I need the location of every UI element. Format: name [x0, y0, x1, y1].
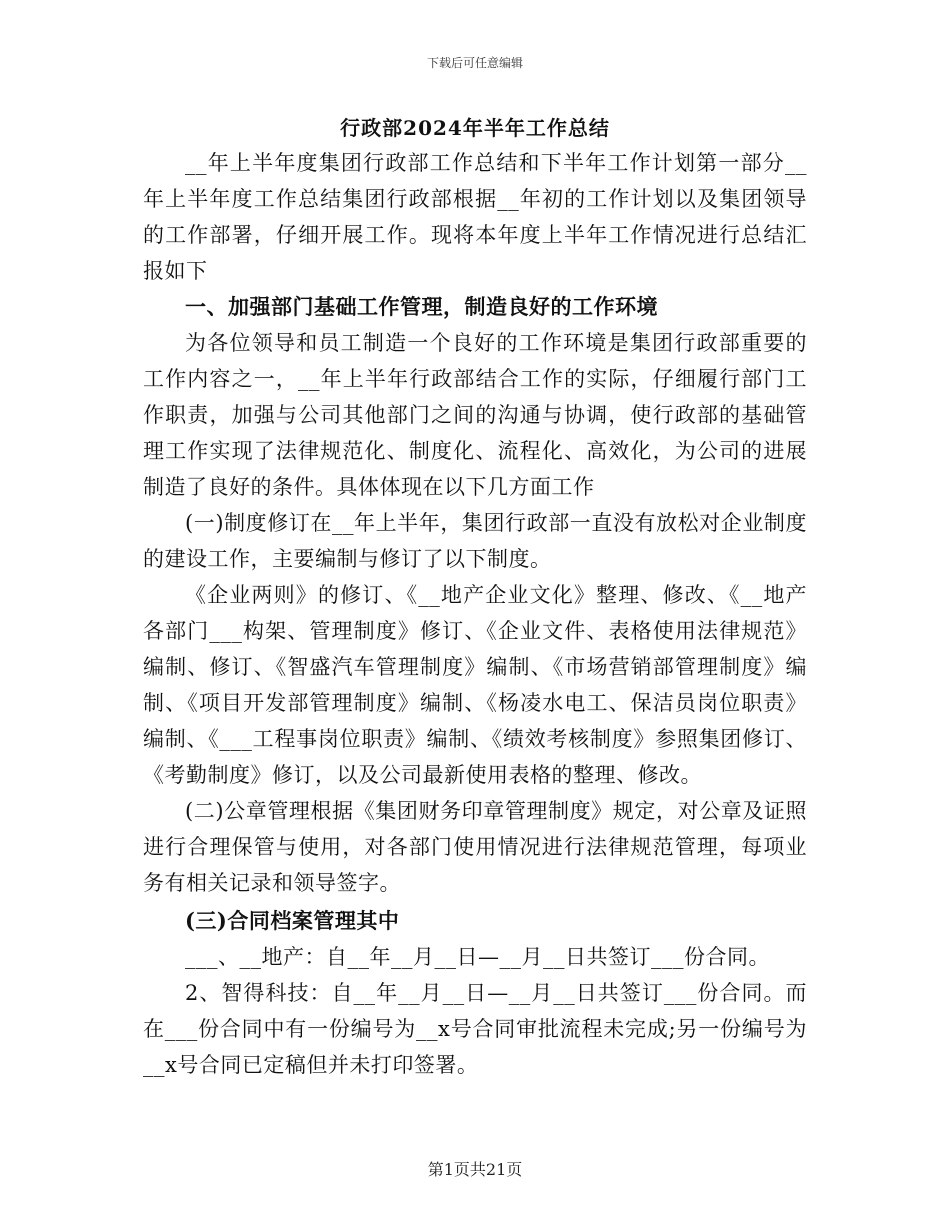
document-title: 行政部2024年半年工作总结: [340, 116, 610, 140]
intro-paragraph: __年上半年度集团行政部工作总结和下半年工作计划第一部分__年上半年度工作总结集团行政部根据__年初的工作计划以及集团领导的工作部署，仔细开展工作。现将本年度上半年工作情况进行总结汇报如下: [143, 151, 807, 283]
document-body: [143, 113, 807, 1083]
contract-item-2: 2、智得科技：自__年__月__日—__月__日共签订___份合同。而在___份合同中有一份编号为__x号合同审批流程未完成;另一份编号为__x号合同已定稿但并未打印签署。: [143, 981, 807, 1077]
subsection-1-paragraph: (一)制度修订在__年上半年，集团行政部一直没有放松对企业制度的建设工作，主要编制与修订了以下制度。: [143, 511, 807, 571]
section-heading-1: 一、加强部门基础工作管理，制造良好的工作环境: [185, 294, 658, 319]
page-header-note: 下载后可任意编辑: [426, 56, 523, 70]
regulations-list-paragraph: 《企业两则》的修订、《__地产企业文化》整理、修改、《__地产各部门___构架、管理制度》修订、《企业文件、表格使用法律规范》编制、修订、《智盛汽车管理制度》编制、《市场营销部管理制度》编制、《项目开发部管理制度》编制、《杨凌水电工、保洁员岗位职责》编制、《___工程事岗位职责》编制、《绩效考核制度》参照集团修订、《考勤制度》修订，以及公司最新使用表格的整理、修改。: [143, 583, 807, 787]
page-number: 第1页共21页: [427, 1160, 523, 1179]
section-1-paragraph: 为各位领导和员工制造一个良好的工作环境是集团行政部重要的工作内容之一，__年上半年行政部结合工作的实际，仔细履行部门工作职责，加强与公司其他部门之间的沟通与协调，使行政部的基础管理工作实现了法律规范化、制度化、流程化、高效化，为公司的进展制造了良好的条件。具体体现在以下几方面工作: [143, 331, 807, 499]
subsection-3-heading: (三)合同档案管理其中: [185, 908, 400, 933]
subsection-2-paragraph: (二)公章管理根据《集团财务印章管理制度》规定，对公章及证照进行合理保管与使用，对各部门使用情况进行法律规范管理，每项业务有相关记录和领导签字。: [143, 799, 807, 895]
contract-item-1: ___、__地产：自__年__月__日—__月__日共签订___份合同。: [185, 945, 770, 969]
